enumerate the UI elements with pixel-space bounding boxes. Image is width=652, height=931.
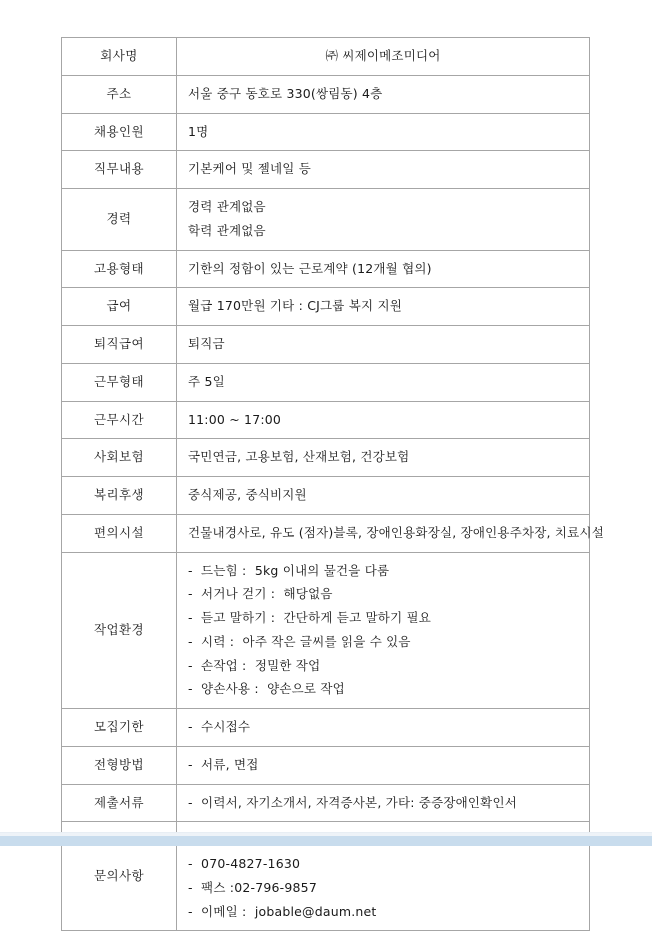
table-row [62, 288, 590, 326]
table-row [62, 75, 590, 113]
row-label: 급여 [62, 288, 177, 326]
row-label: 고용형태 [62, 250, 177, 288]
row-value [177, 151, 590, 189]
row-value-line: ㈜ 씨제이메조미디어 [325, 48, 441, 63]
viewer-bottom-strip [0, 832, 652, 846]
row-value [177, 552, 590, 709]
row-value-line: 기본케어 및 젤네일 등 [188, 161, 311, 177]
row-value-line: 월급 170만원 기타 : CJ그룹 복지 지원 [188, 298, 403, 314]
row-value [177, 38, 590, 76]
row-value-line: - 드는힘 : 5kg 이내의 물건을 다룸 [188, 562, 390, 578]
row-value [177, 113, 590, 151]
row-value-lines [188, 335, 589, 354]
row-value-line: - 070-4827-1630 [188, 856, 301, 871]
row-value-lines [188, 524, 604, 543]
row-label: 퇴직급여 [62, 326, 177, 364]
table-row [62, 38, 590, 76]
row-label: 근무시간 [62, 401, 177, 439]
row-value-line: 서울 중구 동호로 330(쌍림동) 4층 [188, 85, 383, 101]
row-value-line: 국민연금, 고용보험, 산재보험, 건강보험 [188, 449, 410, 465]
row-value [177, 326, 590, 364]
table-row [62, 189, 590, 251]
row-value-line: - 팩스 :02-796-9857 [188, 879, 317, 895]
row-value-line: 기한의 정함이 있는 근로계약 (12개월 협의) [188, 260, 432, 276]
table-row [62, 250, 590, 288]
row-label: 모집기한 [62, 709, 177, 747]
table-row [62, 709, 590, 747]
row-value-lines [188, 794, 589, 813]
row-value [177, 709, 590, 747]
row-value-line: 퇴직금 [188, 336, 225, 351]
job-posting-table [61, 37, 604, 931]
row-label: 편의시설 [62, 514, 177, 552]
table-row [62, 477, 590, 515]
table-body [62, 38, 604, 931]
row-value [177, 189, 590, 251]
table-row [62, 401, 590, 439]
row-value-line: - 서류, 면접 [188, 756, 259, 772]
row-value-lines [188, 85, 589, 104]
row-label: 작업환경 [62, 552, 177, 709]
row-value [177, 75, 590, 113]
table-row [62, 784, 590, 822]
row-value-line: - 이메일 : jobable@daum.net [188, 903, 377, 919]
row-label: 경력 [62, 189, 177, 251]
table-row [62, 439, 590, 477]
row-value-lines [177, 47, 589, 66]
row-value-line: 11:00 ~ 17:00 [188, 411, 282, 427]
row-value-lines [188, 486, 589, 505]
row-value-line: - 듣고 말하기 : 간단하게 듣고 말하기 필요 [188, 610, 432, 625]
row-label: 문의사항 [62, 822, 177, 931]
row-value-lines [188, 260, 589, 279]
row-value [177, 514, 604, 552]
row-value-line: 경력 관계없음 [188, 199, 266, 214]
row-value-line: 건물내경사로, 유도 (점자)블록, 장애인용화장실, 장애인용주차장, 치료시설 [188, 524, 604, 540]
row-value [177, 288, 590, 326]
table-row [62, 514, 590, 552]
row-value-lines [188, 718, 589, 737]
row-value [177, 439, 590, 477]
row-value [177, 363, 590, 401]
row-value-line: - 수시접수 [188, 719, 251, 734]
row-value-line: - 서거나 걷기 : 해당없음 [188, 586, 333, 602]
table-row [62, 552, 590, 709]
row-value-line: 중식제공, 중식비지원 [188, 487, 307, 502]
row-value-lines [188, 756, 589, 775]
row-label: 회사명 [62, 38, 177, 76]
row-label: 사회보험 [62, 439, 177, 477]
row-label: 복리후생 [62, 477, 177, 515]
table-row [62, 363, 590, 401]
row-value-line: - 시력 : 아주 작은 글씨를 읽을 수 있음 [188, 633, 411, 649]
row-label: 직무내용 [62, 151, 177, 189]
row-value-lines [188, 562, 589, 700]
row-label: 주소 [62, 75, 177, 113]
row-value-line: 1명 [188, 123, 209, 139]
row-value-line: - 이력서, 자기소개서, 자격증사본, 가타: 중증장애인확인서 [188, 794, 518, 810]
row-value-line: - 손작업 : 정밀한 작업 [188, 657, 321, 673]
row-value [177, 477, 590, 515]
row-label: 제출서류 [62, 784, 177, 822]
row-label: 채용인원 [62, 113, 177, 151]
row-value [177, 401, 590, 439]
row-value-lines [188, 198, 589, 241]
row-value [177, 250, 590, 288]
row-value-lines [188, 297, 589, 316]
row-value-line: - 양손사용 : 양손으로 작업 [188, 681, 345, 697]
table-row [62, 113, 590, 151]
table-row [62, 746, 590, 784]
row-value-lines [188, 160, 589, 179]
row-value-lines [188, 411, 589, 430]
row-value-lines [188, 448, 589, 467]
row-value-line: 학력 관계없음 [188, 222, 266, 238]
row-value-lines [188, 123, 589, 142]
row-value [177, 746, 590, 784]
table-row [62, 326, 590, 364]
row-value-line: 주 5일 [188, 373, 225, 389]
table-row [62, 151, 590, 189]
row-label: 전형방법 [62, 746, 177, 784]
viewer-strip-highlight [0, 833, 652, 836]
row-label: 근무형태 [62, 363, 177, 401]
row-value-lines [188, 373, 589, 392]
row-value [177, 784, 590, 822]
